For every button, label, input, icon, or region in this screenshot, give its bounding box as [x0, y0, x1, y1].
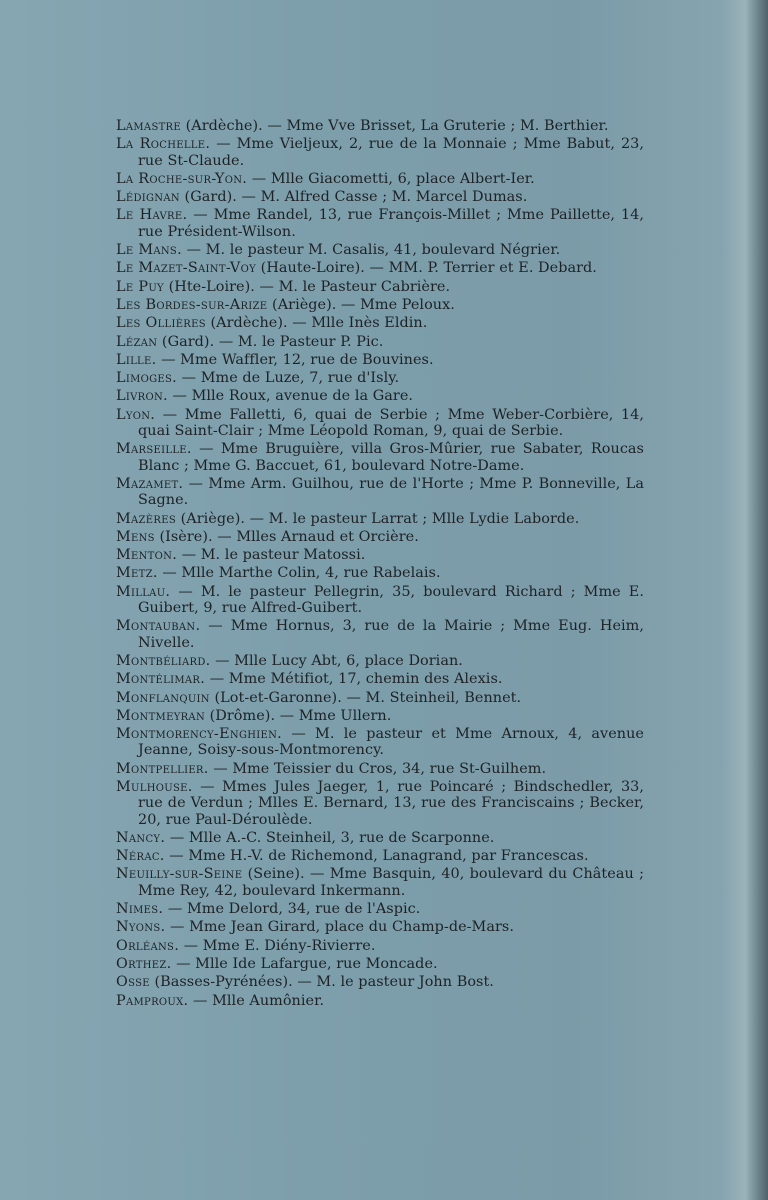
place-name: Lille.: [116, 351, 157, 368]
address-entry: [116, 618, 644, 651]
address-entry: [116, 974, 644, 990]
entry-text: — Mme Vieljeux, 2, rue de la Monnaie ; Mme Babut, 23, rue St-Claude.: [138, 136, 644, 169]
entry-text: (Drôme). — Mme Ullern.: [205, 707, 392, 724]
place-name: Le Mans.: [116, 242, 182, 259]
entry-text: (Haute-Loire). — MM. P. Terrier et E. Debard.: [256, 260, 597, 277]
place-name: Livron.: [116, 388, 168, 405]
entry-text: (Ardèche). — Mlle Inès Eldin.: [205, 315, 428, 332]
entry-text: — Mme Arm. Guilhou, rue de l'Horte ; Mme P. Bonneville, La Sagne.: [138, 475, 644, 509]
place-name: Lézan: [116, 333, 158, 350]
address-entry: [116, 761, 644, 777]
address-entry: [116, 260, 644, 276]
entry-text: — Mme Delord, 34, rue de l'Aspic.: [163, 901, 421, 918]
place-name: Lédignan: [116, 189, 180, 206]
place-name: Le Puy: [116, 278, 164, 295]
place-name: Montélimar.: [116, 671, 206, 688]
place-name: Osse: [116, 974, 150, 991]
place-name: Orthez.: [116, 955, 172, 972]
place-name: Nyons.: [116, 919, 166, 936]
place-name: Nancy.: [116, 829, 166, 846]
address-entry: [116, 866, 644, 899]
entry-text: (Ariège). — Mme Peloux.: [267, 296, 455, 313]
address-entry: [116, 370, 644, 386]
place-name: Les Ollières: [116, 315, 206, 332]
entry-text: (Basses-Pyrénées). — M. le pasteur John Bost.: [149, 974, 494, 991]
entry-text: — Mlle A.-C. Steinheil, 3, rue de Scarponne.: [165, 829, 495, 846]
entry-text: — Mme Falletti, 6, quai de Serbie ; Mme Weber-Corbière, 14, quai Saint-Clair ; Mme Léopold Roman, 9, quai de Serbie.: [138, 406, 644, 440]
entry-text: — Mlle Roux, avenue de la Gare.: [167, 388, 414, 405]
entry-text: — M. le pasteur Pellegrin, 35, boulevard Richard ; Mme E. Guibert, 9, rue Alfred-Guibert.: [138, 583, 644, 617]
place-name: La Rochelle.: [116, 136, 211, 153]
address-entry: [116, 690, 644, 706]
entry-text: — Mlle Ide Lafargue, rue Moncade.: [171, 955, 438, 972]
entry-text: — Mme E. Diény-Rivierre.: [179, 937, 376, 954]
place-name: Montpellier.: [116, 760, 209, 777]
address-entry: [116, 118, 644, 134]
address-entry: [116, 653, 644, 669]
address-entry: [116, 242, 644, 258]
entry-text: — Mlle Giacometti, 6, place Albert-Ier.: [247, 170, 535, 187]
entry-text: — M. le pasteur et Mme Arnoux, 4, avenue Jeanne, Soisy-sous-Montmorency.: [138, 726, 644, 759]
entry-text: — M. le pasteur Matossi.: [177, 547, 366, 564]
address-entry: [116, 315, 644, 331]
place-name: Le Mazet-Saint-Voy: [116, 260, 257, 277]
place-name: Montauban.: [116, 618, 201, 635]
address-entry: [116, 279, 644, 295]
address-entry: [116, 848, 644, 864]
address-entry: [116, 511, 644, 527]
entry-text: — Mlle Lucy Abt, 6, place Dorian.: [210, 652, 463, 669]
address-entry: [116, 334, 644, 350]
place-name: Nérac.: [116, 848, 165, 865]
page-edge-shadow: [746, 0, 768, 1200]
entry-text: — Mme H.-V. de Richemond, Lanagrand, par Francescas.: [164, 848, 589, 865]
place-name: Mens: [116, 528, 155, 545]
entry-text: (Gard). — M. le Pasteur P. Pic.: [157, 333, 384, 350]
address-entry: [116, 565, 644, 581]
entry-text: (Gard). — M. Alfred Casse ; M. Marcel Dumas.: [179, 189, 528, 206]
place-name: Mazamet.: [116, 475, 184, 492]
place-name: Les Bordes-sur-Arize: [116, 296, 268, 313]
entry-text: (Hte-Loire). — M. le Pasteur Cabrière.: [163, 278, 451, 295]
place-name: La Roche-sur-Yon.: [116, 170, 248, 187]
place-name: Monflanquin: [116, 689, 210, 706]
address-list: [116, 118, 644, 1011]
place-name: Montmorency-Enghien.: [116, 726, 283, 743]
entry-text: — Mmes Jules Jaeger, 1, rue Poincaré ; Bindschedler, 33, rue de Verdun ; Mlles E. Bernard, 13, rue des Franciscains ; Becker, 20, rue Paul-Déroulède.: [138, 778, 644, 828]
place-name: Marseille.: [116, 441, 192, 458]
entry-text: — Mme Hornus, 3, rue de la Mairie ; Mme Eug. Heim, Nivelle.: [138, 618, 644, 651]
place-name: Orléans.: [116, 937, 180, 954]
address-entry: [116, 547, 644, 563]
address-entry: [116, 136, 644, 169]
address-entry: [116, 584, 644, 617]
place-name: Mazères: [116, 510, 176, 527]
address-entry: [116, 171, 644, 187]
entry-text: (Seine). — Mme Basquin, 40, boulevard du Château ; Mme Rey, 42, boulevard Inkermann.: [138, 866, 644, 899]
place-name: Limoges.: [116, 370, 178, 387]
address-entry: [116, 388, 644, 404]
entry-text: — Mme de Luze, 7, rue d'Isly.: [177, 370, 400, 387]
entry-text: (Ardèche). — Mme Vve Brisset, La Gruterie ; M. Berthier.: [181, 118, 609, 134]
address-entry: [116, 993, 644, 1009]
address-entry: [116, 779, 644, 828]
address-entry: [116, 956, 644, 972]
entry-text: (Lot-et-Garonne). — M. Steinheil, Bennet.: [209, 689, 522, 706]
address-entry: [116, 352, 644, 368]
entry-text: (Ariège). — M. le pasteur Larrat ; Mlle Lydie Laborde.: [175, 510, 580, 527]
place-name: Montmeyran: [116, 707, 205, 724]
entry-text: — Mlle Marthe Colin, 4, rue Rabelais.: [157, 565, 441, 582]
place-name: Lyon.: [116, 406, 156, 423]
address-entry: [116, 207, 644, 240]
address-entry: [116, 919, 644, 935]
entry-text: — Mme Métifiot, 17, chemin des Alexis.: [205, 671, 503, 688]
address-entry: [116, 938, 644, 954]
entry-text: — Mme Waffler, 12, rue de Bouvines.: [156, 351, 434, 368]
place-name: Menton.: [116, 547, 178, 564]
place-name: Millau.: [116, 583, 171, 600]
address-entry: [116, 726, 644, 759]
entry-text: — Mme Teissier du Cros, 34, rue St-Guilhem.: [208, 760, 547, 777]
address-entry: [116, 830, 644, 846]
entry-text: — Mme Jean Girard, place du Champ-de-Mars.: [165, 919, 514, 936]
place-name: Metz.: [116, 565, 158, 582]
entry-text: — Mme Bruguière, villa Gros-Mûrier, rue Sabater, Roucas Blanc ; Mme G. Baccuet, 61, boulevard Notre-Dame.: [138, 441, 644, 474]
address-entry: [116, 476, 644, 509]
address-entry: [116, 297, 644, 313]
place-name: Neuilly-sur-Seine: [116, 866, 243, 883]
address-entry: [116, 407, 644, 440]
place-name: Mulhouse.: [116, 778, 193, 795]
address-entry: [116, 671, 644, 687]
place-name: Le Havre.: [116, 207, 188, 224]
place-name: Pamproux.: [116, 992, 189, 1009]
entry-text: — M. le pasteur M. Casalis, 41, boulevard Négrier.: [181, 242, 561, 259]
entry-text: — Mlle Aumônier.: [188, 992, 325, 1009]
entry-text: — Mme Randel, 13, rue François-Millet ; Mme Paillette, 14, rue Président-Wilson.: [138, 207, 645, 240]
place-name: Nimes.: [116, 901, 164, 918]
address-entry: [116, 901, 644, 917]
address-entry: [116, 189, 644, 205]
address-entry: [116, 529, 644, 545]
address-entry: [116, 441, 644, 474]
entry-text: (Isère). — Mlles Arnaud et Orcière.: [154, 528, 419, 545]
place-name: Lamastre: [116, 118, 181, 134]
address-entry: [116, 708, 644, 724]
place-name: Montbéliard.: [116, 652, 211, 669]
